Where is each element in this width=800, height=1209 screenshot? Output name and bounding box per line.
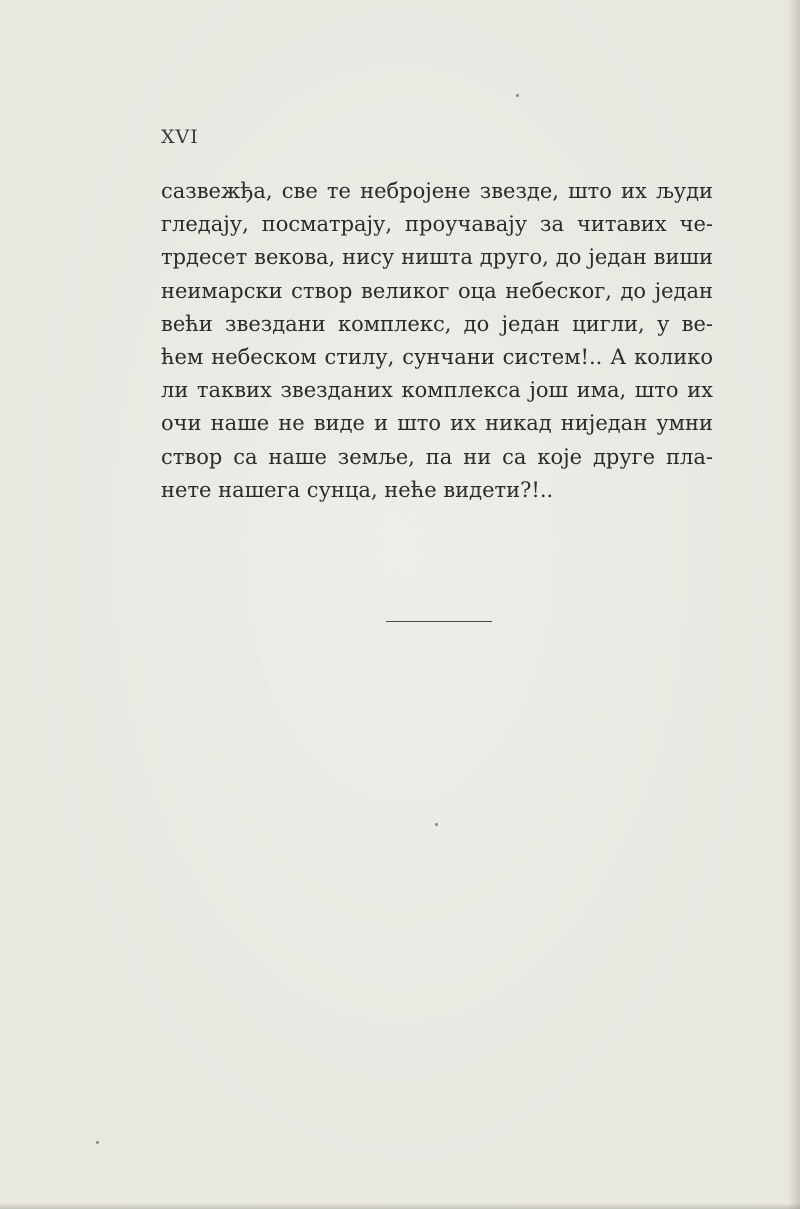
text-line: нете нашега сунца, неће видети?!..	[161, 477, 554, 502]
section-divider-rule	[386, 621, 492, 622]
text-line: створ са наше земље, па ни са које друге пла-	[161, 444, 713, 469]
page-edge-shadow	[788, 0, 800, 1209]
text-line: већи звездани комплекс, до један цигли, у ве-	[161, 311, 713, 336]
text-line: сазвежђа, све те небројене звезде, што их људи	[161, 179, 713, 203]
body-text	[161, 175, 713, 507]
paper-speck	[516, 94, 519, 97]
text-line: ли таквих звезданих комплекса још има, што их	[161, 378, 713, 403]
text-line: неимарски створ великог оца небеског, до један	[161, 278, 713, 303]
text-line: гледају, посматрају, проучавају за читавих че-	[161, 212, 713, 237]
paper-speck	[435, 823, 438, 826]
text-line: трдесет векова, нису ништа друго, до један виши	[161, 245, 713, 270]
paper-speck	[96, 1141, 99, 1144]
page-bottom-shadow	[0, 1203, 800, 1209]
text-line: очи наше не виде и што их никад ниједан умни	[161, 411, 713, 436]
page-number: XVI	[161, 126, 199, 148]
text-line: ћем небеском стилу, сунчани систем!.. А колико	[161, 345, 713, 370]
